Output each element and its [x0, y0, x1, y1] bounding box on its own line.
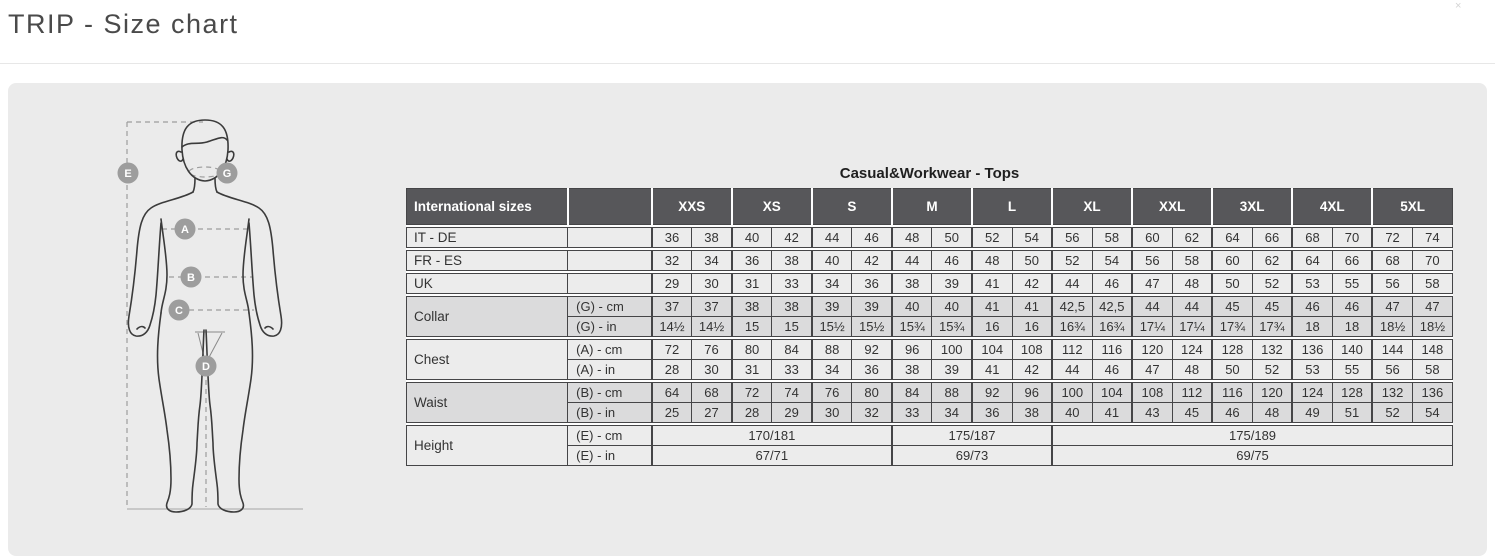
table-cell: 84 [772, 340, 812, 360]
svg-text:C: C [175, 305, 183, 317]
size-column-header: XS [732, 189, 812, 225]
table-row [407, 340, 1453, 360]
table-cell: 64 [1212, 228, 1252, 248]
table-cell: 50 [1212, 360, 1252, 380]
table-cell: 15½ [812, 317, 852, 337]
table-cell: 48 [1172, 360, 1212, 380]
table-cell: 38 [772, 251, 812, 271]
table-cell: 144 [1372, 340, 1412, 360]
table-cell: 41 [1012, 297, 1052, 317]
table-cell: 41 [972, 274, 1012, 294]
table-cell: 76 [692, 340, 732, 360]
table-cell: 34 [932, 403, 972, 423]
table-cell: 29 [772, 403, 812, 423]
measurement-badge-d [196, 356, 217, 377]
table-cell: 92 [852, 340, 892, 360]
table-cell: 54 [1412, 403, 1452, 423]
table-cell: 92 [972, 383, 1012, 403]
table-cell: 52 [1252, 274, 1292, 294]
table-cell: 48 [892, 228, 932, 248]
unit-label: (B) - cm [568, 383, 652, 403]
header-divider [0, 63, 1495, 64]
table-cell: 175/189 [1052, 426, 1452, 446]
table-cell: 47 [1372, 297, 1412, 317]
table-cell: 44 [812, 228, 852, 248]
size-column-header: XXL [1132, 189, 1212, 225]
table-cell: 42 [772, 228, 812, 248]
size-column-header: S [812, 189, 892, 225]
table-cell: 68 [1372, 251, 1412, 271]
table-cell: 46 [932, 251, 972, 271]
row-label: IT - DE [407, 228, 568, 248]
row-label: FR - ES [407, 251, 568, 271]
collar-measure-line [189, 167, 221, 177]
table-cell: 74 [1412, 228, 1452, 248]
table-cell: 70 [1332, 228, 1372, 248]
table-cell: 36 [852, 360, 892, 380]
table-cell: 48 [1252, 403, 1292, 423]
table-cell: 60 [1212, 251, 1252, 271]
table-cell: 46 [1092, 360, 1132, 380]
table-cell: 31 [732, 360, 772, 380]
table-cell: 45 [1212, 297, 1252, 317]
size-table [406, 188, 1453, 466]
table-cell: 175/187 [892, 426, 1052, 446]
table-cell: 50 [1012, 251, 1052, 271]
table-cell: 27 [692, 403, 732, 423]
unit-label: (G) - cm [568, 297, 652, 317]
table-cell: 42,5 [1092, 297, 1132, 317]
table-cell: 128 [1332, 383, 1372, 403]
table-cell: 32 [652, 251, 692, 271]
table-cell: 18½ [1372, 317, 1412, 337]
table-cell: 17¾ [1252, 317, 1292, 337]
table-cell: 58 [1412, 274, 1452, 294]
table-title: Casual&Workwear - Tops [839, 165, 1020, 182]
svg-text:G: G [222, 168, 232, 180]
table-cell: 39 [932, 274, 972, 294]
table-cell: 112 [1052, 340, 1092, 360]
table-row [407, 297, 1453, 317]
table-cell: 36 [652, 228, 692, 248]
table-cell: 41 [1092, 403, 1132, 423]
table-cell: 32 [852, 403, 892, 423]
table-cell: 72 [652, 340, 692, 360]
table-cell: 84 [892, 383, 932, 403]
table-cell: 62 [1252, 251, 1292, 271]
table-cell: 17¾ [1212, 317, 1252, 337]
table-cell: 15¾ [892, 317, 932, 337]
table-cell: 132 [1252, 340, 1292, 360]
table-cell: 148 [1412, 340, 1452, 360]
table-cell: 14½ [692, 317, 732, 337]
unit-label: (G) - in [568, 317, 652, 337]
table-cell: 74 [772, 383, 812, 403]
table-cell: 69/73 [892, 446, 1052, 466]
row-label: Waist [407, 383, 568, 423]
row-label: Collar [407, 297, 568, 337]
table-cell: 30 [692, 274, 732, 294]
size-column-header: M [892, 189, 972, 225]
table-cell: 52 [1252, 360, 1292, 380]
table-cell: 68 [1292, 228, 1332, 248]
table-cell: 30 [812, 403, 852, 423]
table-cell: 38 [692, 228, 732, 248]
table-cell: 104 [1092, 383, 1132, 403]
table-cell: 16 [1012, 317, 1052, 337]
table-cell: 42 [1012, 274, 1052, 294]
table-cell: 56 [1132, 251, 1172, 271]
page-title: TRIP - Size chart [8, 9, 239, 39]
table-cell: 46 [1332, 297, 1372, 317]
table-cell: 140 [1332, 340, 1372, 360]
table-cell: 15 [732, 317, 772, 337]
size-column-header: 3XL [1212, 189, 1292, 225]
table-cell: 68 [692, 383, 732, 403]
unit-label: (A) - cm [568, 340, 652, 360]
table-cell: 40 [1052, 403, 1092, 423]
table-cell: 34 [692, 251, 732, 271]
table-cell: 69/75 [1052, 446, 1452, 466]
body-diagram [85, 95, 335, 535]
empty-header-cell [568, 189, 652, 225]
table-cell: 41 [972, 360, 1012, 380]
table-cell: 52 [1372, 403, 1412, 423]
table-cell: 42 [852, 251, 892, 271]
table-cell: 39 [812, 297, 852, 317]
table-cell: 15¾ [932, 317, 972, 337]
table-cell: 30 [692, 360, 732, 380]
size-column-header: XL [1052, 189, 1132, 225]
table-cell: 41 [972, 297, 1012, 317]
table-cell: 16 [972, 317, 1012, 337]
table-cell: 58 [1172, 251, 1212, 271]
table-cell: 55 [1332, 274, 1372, 294]
measurement-badge-c [169, 300, 190, 321]
table-cell: 47 [1132, 274, 1172, 294]
table-cell: 54 [1012, 228, 1052, 248]
table-cell: 53 [1292, 360, 1332, 380]
table-cell: 124 [1292, 383, 1332, 403]
table-cell: 67/71 [652, 446, 892, 466]
row-label: UK [407, 274, 568, 294]
table-cell: 72 [1372, 228, 1412, 248]
table-cell: 54 [1092, 251, 1132, 271]
table-cell: 100 [1052, 383, 1092, 403]
table-cell: 62 [1172, 228, 1212, 248]
measurement-badge-e [118, 163, 139, 184]
table-cell: 53 [1292, 274, 1332, 294]
table-cell: 36 [732, 251, 772, 271]
table-cell: 66 [1332, 251, 1372, 271]
table-row [407, 383, 1453, 403]
table-cell: 100 [932, 340, 972, 360]
table-cell: 39 [852, 297, 892, 317]
table-row [407, 251, 1453, 271]
table-cell: 96 [1012, 383, 1052, 403]
table-cell: 56 [1372, 274, 1412, 294]
table-cell: 50 [932, 228, 972, 248]
table-cell: 44 [1052, 360, 1092, 380]
table-cell: 55 [1332, 360, 1372, 380]
table-cell: 38 [1012, 403, 1052, 423]
table-cell: 28 [732, 403, 772, 423]
table-row [407, 426, 1453, 446]
row-label: Chest [407, 340, 568, 380]
table-cell: 64 [1292, 251, 1332, 271]
table-cell: 38 [732, 297, 772, 317]
table-cell: 18 [1292, 317, 1332, 337]
table-cell: 56 [1052, 228, 1092, 248]
table-cell: 16¾ [1052, 317, 1092, 337]
table-cell: 36 [972, 403, 1012, 423]
table-cell: 52 [972, 228, 1012, 248]
table-cell: 14½ [652, 317, 692, 337]
table-cell: 60 [1132, 228, 1172, 248]
table-cell: 42 [1012, 360, 1052, 380]
table-cell: 43 [1132, 403, 1172, 423]
table-cell: 25 [652, 403, 692, 423]
table-cell [568, 228, 652, 248]
size-column-header: L [972, 189, 1052, 225]
unit-label: (E) - in [568, 446, 652, 466]
size-column-header: 5XL [1372, 189, 1452, 225]
table-cell: 38 [892, 274, 932, 294]
table-cell: 50 [1212, 274, 1252, 294]
body-outline [128, 120, 281, 512]
table-cell: 48 [972, 251, 1012, 271]
table-cell: 116 [1212, 383, 1252, 403]
table-cell: 39 [932, 360, 972, 380]
table-cell: 40 [932, 297, 972, 317]
table-cell: 96 [892, 340, 932, 360]
table-cell: 56 [1372, 360, 1412, 380]
table-cell: 17¼ [1132, 317, 1172, 337]
measurement-badge-g [217, 163, 238, 184]
table-cell: 88 [812, 340, 852, 360]
table-cell: 17¼ [1172, 317, 1212, 337]
table-cell: 34 [812, 274, 852, 294]
svg-text:E: E [124, 168, 132, 180]
table-cell: 34 [812, 360, 852, 380]
table-cell: 124 [1172, 340, 1212, 360]
table-cell: 33 [892, 403, 932, 423]
table-cell: 40 [732, 228, 772, 248]
table-cell: 66 [1252, 228, 1292, 248]
table-cell: 48 [1172, 274, 1212, 294]
table-cell: 58 [1092, 228, 1132, 248]
table-cell: 170/181 [652, 426, 892, 446]
svg-text:D: D [202, 361, 210, 373]
table-cell: 45 [1172, 403, 1212, 423]
table-cell: 15½ [852, 317, 892, 337]
table-cell: 44 [1132, 297, 1172, 317]
table-cell: 18½ [1412, 317, 1452, 337]
table-cell: 76 [812, 383, 852, 403]
table-cell: 38 [772, 297, 812, 317]
table-cell: 108 [1132, 383, 1172, 403]
table-cell: 46 [1292, 297, 1332, 317]
table-cell: 58 [1412, 360, 1452, 380]
table-cell: 104 [972, 340, 1012, 360]
table-cell: 37 [652, 297, 692, 317]
table-row [407, 274, 1453, 294]
table-cell: 18 [1332, 317, 1372, 337]
table-cell [568, 251, 652, 271]
table-cell: 52 [1052, 251, 1092, 271]
table-cell: 136 [1412, 383, 1452, 403]
size-column-header: XXS [652, 189, 732, 225]
unit-label: (B) - in [568, 403, 652, 423]
table-cell: 33 [772, 274, 812, 294]
close-icon[interactable]: × [1455, 0, 1462, 12]
table-cell: 46 [1212, 403, 1252, 423]
unit-label: (A) - in [568, 360, 652, 380]
table-cell: 72 [732, 383, 772, 403]
table-cell: 132 [1372, 383, 1412, 403]
table-cell: 40 [812, 251, 852, 271]
table-cell: 36 [852, 274, 892, 294]
svg-text:B: B [187, 272, 195, 284]
table-row [407, 228, 1453, 248]
table-cell: 40 [892, 297, 932, 317]
table-cell: 46 [1092, 274, 1132, 294]
table-cell: 38 [892, 360, 932, 380]
size-column-header: 4XL [1292, 189, 1372, 225]
table-cell: 112 [1172, 383, 1212, 403]
table-cell: 16¾ [1092, 317, 1132, 337]
table-cell: 28 [652, 360, 692, 380]
table-cell: 88 [932, 383, 972, 403]
measurement-badge-a [175, 219, 196, 240]
table-cell: 31 [732, 274, 772, 294]
table-cell: 37 [692, 297, 732, 317]
table-cell: 49 [1292, 403, 1332, 423]
unit-label: (E) - cm [568, 426, 652, 446]
measurement-badge-b [181, 267, 202, 288]
table-cell: 42,5 [1052, 297, 1092, 317]
table-cell: 47 [1132, 360, 1172, 380]
table-cell: 45 [1252, 297, 1292, 317]
table-cell: 80 [732, 340, 772, 360]
table-cell: 108 [1012, 340, 1052, 360]
table-cell: 128 [1212, 340, 1252, 360]
row-label: Height [407, 426, 568, 466]
table-cell: 44 [1052, 274, 1092, 294]
svg-text:A: A [181, 224, 189, 236]
table-cell: 120 [1132, 340, 1172, 360]
table-cell: 136 [1292, 340, 1332, 360]
table-cell: 44 [1172, 297, 1212, 317]
table-cell: 29 [652, 274, 692, 294]
table-cell: 46 [852, 228, 892, 248]
corner-header: International sizes [407, 189, 568, 225]
table-cell: 120 [1252, 383, 1292, 403]
table-cell: 80 [852, 383, 892, 403]
table-cell: 70 [1412, 251, 1452, 271]
table-cell: 64 [652, 383, 692, 403]
table-cell [568, 274, 652, 294]
table-cell: 33 [772, 360, 812, 380]
table-cell: 44 [892, 251, 932, 271]
table-cell: 47 [1412, 297, 1452, 317]
table-cell: 116 [1092, 340, 1132, 360]
table-cell: 51 [1332, 403, 1372, 423]
table-cell: 15 [772, 317, 812, 337]
